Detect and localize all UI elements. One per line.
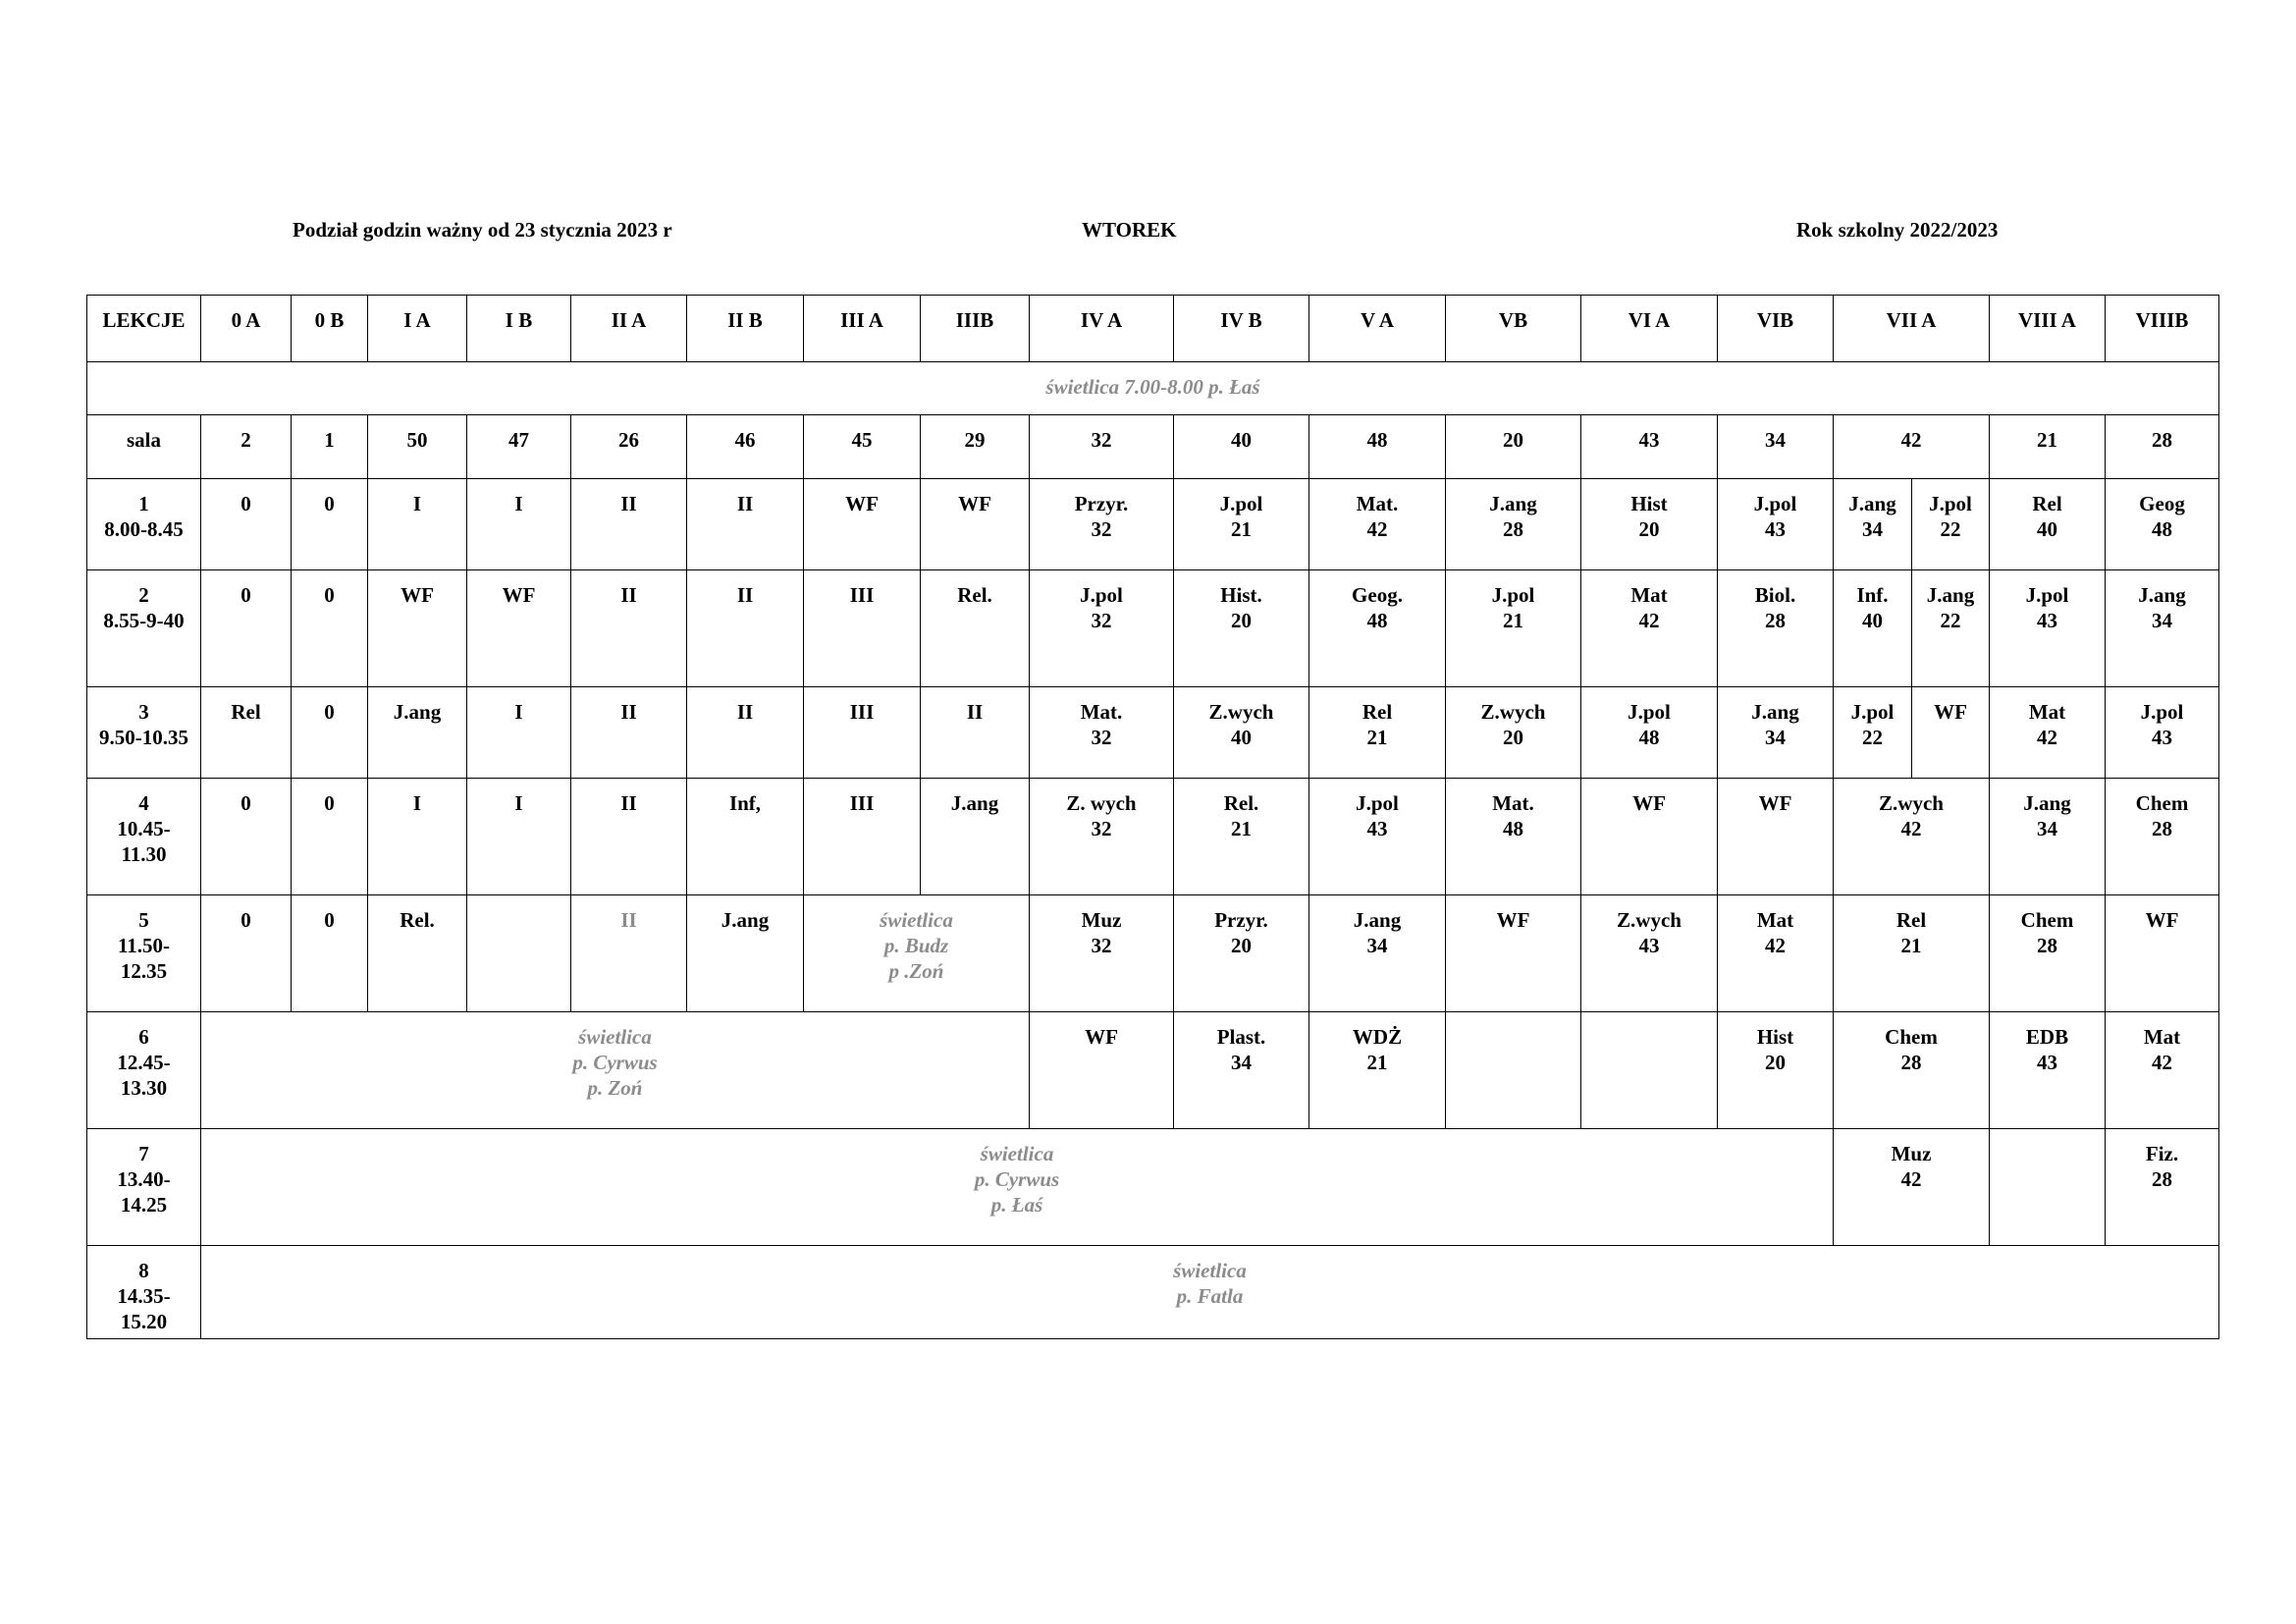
lesson-time-cell: 2 8.55-9-40 bbox=[87, 570, 201, 687]
care-cell: świetlica p. Cyrwus p. Zoń bbox=[201, 1012, 1030, 1129]
table-cell: Hist. 20 bbox=[1174, 570, 1309, 687]
table-cell: Muz 42 bbox=[1834, 1129, 1990, 1246]
table-cell: J.ang bbox=[368, 687, 467, 779]
table-cell: J.pol 43 bbox=[1990, 570, 2106, 687]
table-cell: I bbox=[368, 479, 467, 570]
table-cell: Rel bbox=[201, 687, 292, 779]
room-row bbox=[87, 415, 2219, 479]
table-cell: 0 bbox=[292, 895, 368, 1012]
table-cell: Chem 28 bbox=[1834, 1012, 1990, 1129]
col-header: VIB bbox=[1718, 296, 1834, 362]
lesson-row bbox=[87, 779, 2219, 895]
table-cell: J.pol 48 bbox=[1581, 687, 1718, 779]
table-cell: Hist 20 bbox=[1581, 479, 1718, 570]
table-cell: J.pol 22 bbox=[1912, 479, 1990, 570]
table-cell: J.pol 43 bbox=[1309, 779, 1446, 895]
table-cell: Fiz. 28 bbox=[2106, 1129, 2219, 1246]
col-header: VIIIB bbox=[2106, 296, 2219, 362]
table-cell: Chem 28 bbox=[1990, 895, 2106, 1012]
table-cell: III bbox=[804, 779, 921, 895]
room-cell: 50 bbox=[368, 415, 467, 479]
table-cell: WF bbox=[1718, 779, 1834, 895]
validity-header: Podział godzin ważny od 23 stycznia 2023 r bbox=[293, 218, 672, 242]
room-cell: 47 bbox=[467, 415, 571, 479]
table-cell: II bbox=[571, 687, 687, 779]
lesson-time-cell: 5 11.50- 12.35 bbox=[87, 895, 201, 1012]
header-row bbox=[87, 296, 2219, 362]
table-cell: WDŻ 21 bbox=[1309, 1012, 1446, 1129]
col-header: VB bbox=[1446, 296, 1581, 362]
col-header: VII A bbox=[1834, 296, 1990, 362]
room-cell: 20 bbox=[1446, 415, 1581, 479]
room-cell: 42 bbox=[1834, 415, 1990, 479]
table-cell: Z. wych 32 bbox=[1030, 779, 1174, 895]
col-header: I A bbox=[368, 296, 467, 362]
table-cell: Z.wych 40 bbox=[1174, 687, 1309, 779]
lesson-time-cell: 6 12.45- 13.30 bbox=[87, 1012, 201, 1129]
room-cell: 29 bbox=[921, 415, 1030, 479]
table-cell: Rel 21 bbox=[1834, 895, 1990, 1012]
table-cell: Hist 20 bbox=[1718, 1012, 1834, 1129]
table-cell: Rel 21 bbox=[1309, 687, 1446, 779]
room-cell: 2 bbox=[201, 415, 292, 479]
table-cell: Mat 42 bbox=[1581, 570, 1718, 687]
table-cell: WF bbox=[921, 479, 1030, 570]
table-cell: I bbox=[467, 687, 571, 779]
table-cell: J.ang 34 bbox=[1990, 779, 2106, 895]
table-cell: Przyr. 32 bbox=[1030, 479, 1174, 570]
table-cell: I bbox=[467, 479, 571, 570]
care-cell: świetlica p. Fatla bbox=[201, 1246, 2219, 1339]
table-cell: Rel. bbox=[921, 570, 1030, 687]
morning-care-row bbox=[87, 362, 2219, 415]
table-cell: 0 bbox=[292, 570, 368, 687]
col-header: I B bbox=[467, 296, 571, 362]
table-cell: WF bbox=[1912, 687, 1990, 779]
room-cell: 45 bbox=[804, 415, 921, 479]
table-cell: J.ang 34 bbox=[1309, 895, 1446, 1012]
table-cell: Rel. 21 bbox=[1174, 779, 1309, 895]
room-cell: 28 bbox=[2106, 415, 2219, 479]
table-cell: II bbox=[921, 687, 1030, 779]
table-cell: J.pol 32 bbox=[1030, 570, 1174, 687]
table-cell: J.pol 21 bbox=[1174, 479, 1309, 570]
table-cell: J.pol 43 bbox=[1718, 479, 1834, 570]
col-header: VI A bbox=[1581, 296, 1718, 362]
table-cell: 0 bbox=[201, 570, 292, 687]
table-cell bbox=[1581, 1012, 1718, 1129]
col-header: 0 A bbox=[201, 296, 292, 362]
table-cell: 0 bbox=[292, 687, 368, 779]
day-header: WTOREK bbox=[1082, 218, 1177, 242]
table-cell: WF bbox=[1581, 779, 1718, 895]
lesson-row bbox=[87, 570, 2219, 687]
table-cell: Mat. 48 bbox=[1446, 779, 1581, 895]
lesson-row bbox=[87, 687, 2219, 779]
table-cell: Przyr. 20 bbox=[1174, 895, 1309, 1012]
table-cell: II bbox=[571, 779, 687, 895]
table-cell: Mat. 42 bbox=[1309, 479, 1446, 570]
lesson-row bbox=[87, 1129, 2219, 1246]
col-header: 0 B bbox=[292, 296, 368, 362]
table-cell: Biol. 28 bbox=[1718, 570, 1834, 687]
table-cell: Inf. 40 bbox=[1834, 570, 1912, 687]
col-header: IV A bbox=[1030, 296, 1174, 362]
table-cell: Inf, bbox=[687, 779, 804, 895]
table-cell: WF bbox=[804, 479, 921, 570]
table-cell: J.ang 22 bbox=[1912, 570, 1990, 687]
room-cell: 1 bbox=[292, 415, 368, 479]
table-cell: WF bbox=[1446, 895, 1581, 1012]
table-cell: Plast. 34 bbox=[1174, 1012, 1309, 1129]
table-cell: Chem 28 bbox=[2106, 779, 2219, 895]
table-cell: J.ang bbox=[687, 895, 804, 1012]
table-cell: 0 bbox=[201, 779, 292, 895]
col-header: III A bbox=[804, 296, 921, 362]
col-header: II B bbox=[687, 296, 804, 362]
col-header: LEKCJE bbox=[87, 296, 201, 362]
table-cell: WF bbox=[1030, 1012, 1174, 1129]
table-cell: J.pol 21 bbox=[1446, 570, 1581, 687]
table-cell: 0 bbox=[292, 479, 368, 570]
table-cell: J.ang bbox=[921, 779, 1030, 895]
room-cell: 21 bbox=[1990, 415, 2106, 479]
timetable bbox=[86, 295, 2219, 1339]
lesson-row bbox=[87, 1246, 2219, 1339]
lesson-time-cell: 4 10.45- 11.30 bbox=[87, 779, 201, 895]
room-cell: 34 bbox=[1718, 415, 1834, 479]
table-cell: WF bbox=[368, 570, 467, 687]
lesson-time-cell: 1 8.00-8.45 bbox=[87, 479, 201, 570]
room-cell: 46 bbox=[687, 415, 804, 479]
table-cell: Geog. 48 bbox=[1309, 570, 1446, 687]
table-cell: Geog 48 bbox=[2106, 479, 2219, 570]
table-cell: WF bbox=[2106, 895, 2219, 1012]
table-cell: Muz 32 bbox=[1030, 895, 1174, 1012]
table-cell: EDB 43 bbox=[1990, 1012, 2106, 1129]
table-cell: J.ang 28 bbox=[1446, 479, 1581, 570]
school-year-header: Rok szkolny 2022/2023 bbox=[1796, 218, 1999, 242]
col-header: II A bbox=[571, 296, 687, 362]
table-cell: 0 bbox=[201, 479, 292, 570]
table-cell: WF bbox=[467, 570, 571, 687]
table-cell: Mat. 32 bbox=[1030, 687, 1174, 779]
table-cell: II bbox=[687, 687, 804, 779]
room-cell: 26 bbox=[571, 415, 687, 479]
room-cell: 32 bbox=[1030, 415, 1174, 479]
table-cell: III bbox=[804, 687, 921, 779]
table-cell: J.ang 34 bbox=[1718, 687, 1834, 779]
col-header: V A bbox=[1309, 296, 1446, 362]
table-cell bbox=[1990, 1129, 2106, 1246]
care-cell: świetlica p. Budz p .Zoń bbox=[804, 895, 1030, 1012]
lesson-row bbox=[87, 479, 2219, 570]
table-cell: J.pol 22 bbox=[1834, 687, 1912, 779]
table-cell bbox=[467, 895, 571, 1012]
table-cell: II bbox=[687, 570, 804, 687]
table-cell: Z.wych 43 bbox=[1581, 895, 1718, 1012]
table-cell: Rel 40 bbox=[1990, 479, 2106, 570]
room-label: sala bbox=[87, 415, 201, 479]
lesson-row bbox=[87, 895, 2219, 1012]
table-cell: III bbox=[804, 570, 921, 687]
table-cell: J.ang 34 bbox=[1834, 479, 1912, 570]
table-cell: II bbox=[571, 570, 687, 687]
room-cell: 43 bbox=[1581, 415, 1718, 479]
table-cell: Rel. bbox=[368, 895, 467, 1012]
table-cell: I bbox=[368, 779, 467, 895]
table-cell: Mat 42 bbox=[1718, 895, 1834, 1012]
table-cell: Z.wych 20 bbox=[1446, 687, 1581, 779]
table-cell: II bbox=[571, 479, 687, 570]
table-cell: 0 bbox=[292, 779, 368, 895]
col-header: IIIB bbox=[921, 296, 1030, 362]
care-cell: świetlica p. Cyrwus p. Łaś bbox=[201, 1129, 1834, 1246]
lesson-time-cell: 7 13.40- 14.25 bbox=[87, 1129, 201, 1246]
lesson-row bbox=[87, 1012, 2219, 1129]
lesson-time-cell: 8 14.35- 15.20 bbox=[87, 1246, 201, 1339]
table-cell: 0 bbox=[201, 895, 292, 1012]
col-header: VIII A bbox=[1990, 296, 2106, 362]
table-cell: Z.wych 42 bbox=[1834, 779, 1990, 895]
table-cell: Mat 42 bbox=[1990, 687, 2106, 779]
room-cell: 40 bbox=[1174, 415, 1309, 479]
table-cell: II bbox=[571, 895, 687, 1012]
table-cell: Mat 42 bbox=[2106, 1012, 2219, 1129]
lesson-time-cell: 3 9.50-10.35 bbox=[87, 687, 201, 779]
table-cell: J.ang 34 bbox=[2106, 570, 2219, 687]
table-cell: I bbox=[467, 779, 571, 895]
room-cell: 48 bbox=[1309, 415, 1446, 479]
morning-care-cell: świetlica 7.00-8.00 p. Łaś bbox=[87, 362, 2219, 415]
table-cell: J.pol 43 bbox=[2106, 687, 2219, 779]
table-cell bbox=[1446, 1012, 1581, 1129]
table-cell: II bbox=[687, 479, 804, 570]
col-header: IV B bbox=[1174, 296, 1309, 362]
